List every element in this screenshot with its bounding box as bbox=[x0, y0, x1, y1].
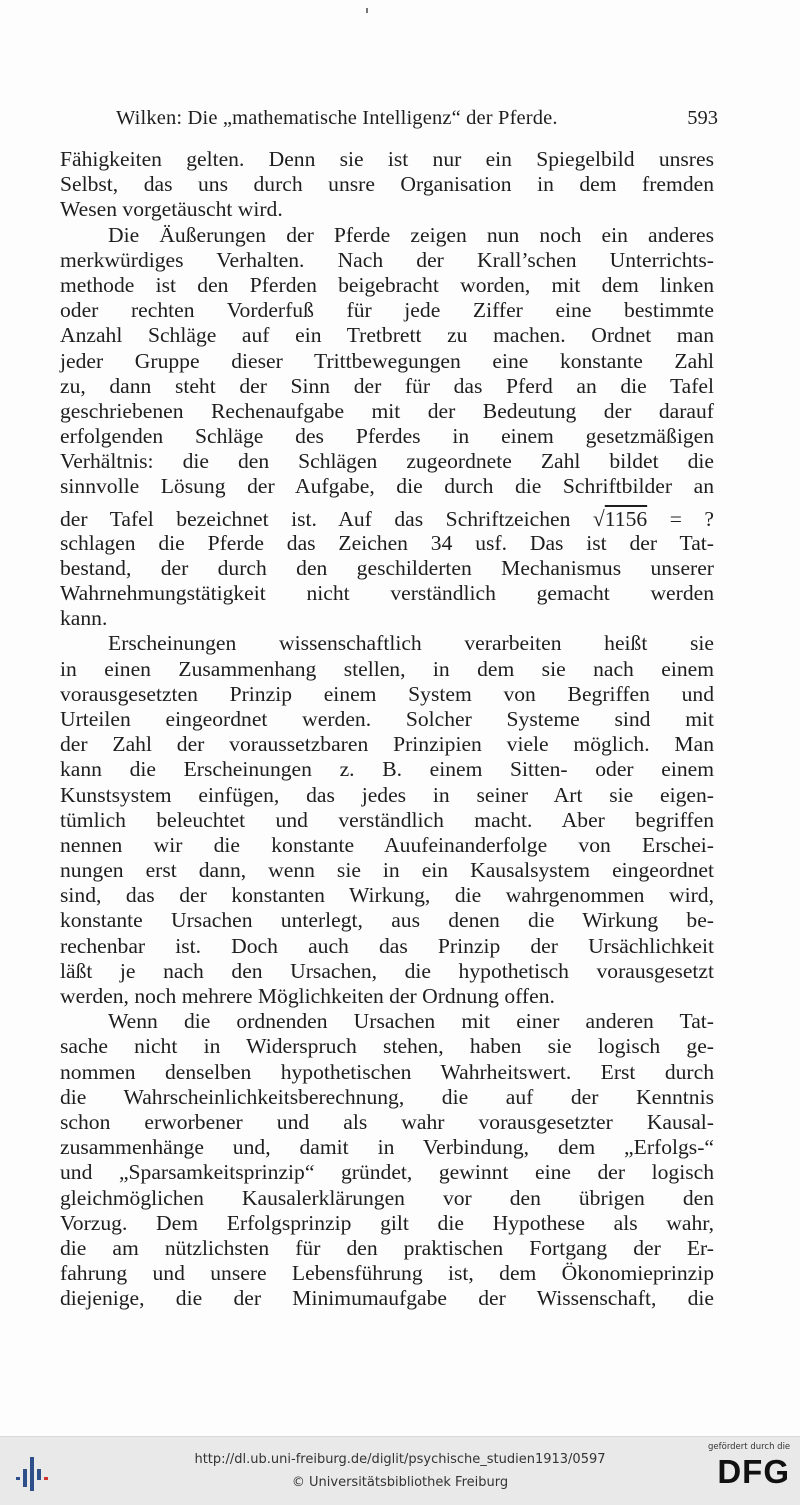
text-line: rechenbar ist. Doch auch das Prinzip der Ursächlichkeit bbox=[60, 933, 714, 958]
dfg-logo[interactable] bbox=[708, 1442, 790, 1500]
text-line: gleichmöglichen Kausalerklärungen vor den übrigen den bbox=[60, 1185, 714, 1210]
text-line: schlagen die Pferde das Zeichen 34 usf. Das ist der Tat- bbox=[60, 530, 714, 555]
text-line: Vorzug. Dem Erfolgsprinzip gilt die Hypothese als wahr, bbox=[60, 1210, 714, 1235]
body-text bbox=[60, 147, 714, 1311]
text-line: konstante Ursachen unterlegt, aus denen die Wirkung be- bbox=[60, 908, 714, 933]
formula-line bbox=[60, 500, 714, 531]
text-line: sinnvolle Lösung der Aufgabe, die durch die Schriftbilder an bbox=[60, 474, 714, 499]
text-line: methode ist den Pferden beigebracht worden, mit dem linken bbox=[60, 272, 714, 297]
text-line: die am nützlichsten für den praktischen Fortgang der Er- bbox=[60, 1235, 714, 1260]
text-line: der Zahl der voraussetzbaren Prinzipien viele möglich. Man bbox=[60, 732, 714, 757]
text-line: Die Äußerungen der Pferde zeigen nun noch ein anderes bbox=[108, 222, 714, 247]
text-line: Urteilen eingeordnet werden. Solcher Systeme sind mit bbox=[60, 706, 714, 731]
copyright-text: © Universitätsbibliothek Freiburg bbox=[291, 1475, 509, 1490]
text-line: geschriebenen Rechenaufgabe mit der Bedeutung der darauf bbox=[60, 398, 714, 423]
text-line: und „Sparsamkeitsprinzip“ gründet, gewinnt eine der logisch bbox=[60, 1160, 714, 1185]
text-line: merkwürdiges Verhalten. Nach der Krall’schen Unterrichts- bbox=[60, 247, 714, 272]
text-line: Erscheinungen wissenschaftlich verarbeiten heißt sie bbox=[108, 631, 714, 656]
page-number: 593 bbox=[687, 107, 718, 129]
formula-rest: = ? bbox=[647, 506, 714, 531]
page-url-link[interactable]: http://dl.ub.uni-freiburg.de/diglit/psychische_studien1913/0597 bbox=[194, 1452, 606, 1467]
text-line: kann die Erscheinungen z. B. einem Sitten- oder einem bbox=[60, 757, 714, 782]
dfg-logo-text: DFG bbox=[717, 1453, 790, 1490]
text-line: Selbst, das uns durch unsre Organisation in dem fremden bbox=[60, 172, 714, 197]
dfg-tagline: gefördert durch die bbox=[708, 1442, 791, 1452]
text-line: Wesen vorgetäuscht wird. bbox=[60, 197, 283, 222]
text-line: erfolgenden Schläge des Pferdes in einem gesetzmäßigen bbox=[60, 424, 714, 449]
text-line: werden, noch mehrere Möglichkeiten der Ordnung offen. bbox=[60, 984, 555, 1008]
text-line: Wenn die ordnenden Ursachen mit einer anderen Tat- bbox=[108, 1009, 714, 1034]
text-line: sind, das der konstanten Wirkung, die wahrgenommen wird, bbox=[60, 883, 714, 908]
text-line: zusammenhänge und, damit in Verbindung, dem „Erfolgs-“ bbox=[60, 1135, 714, 1160]
text-line: der Tafel bezeichnet ist. Auf das Schriftzeichen bbox=[60, 506, 571, 531]
text-line: nungen erst dann, wenn sie in ein Kausalsystem eingeordnet bbox=[60, 858, 714, 883]
text-line: Wahrnehmungstätigkeit nicht verständlich gemacht werden bbox=[60, 581, 714, 605]
text-line: jeder Gruppe dieser Trittbewegungen eine konstante Zahl bbox=[60, 348, 714, 373]
text-line: diejenige, die der Minimumaufgabe der Wissenschaft, die bbox=[60, 1286, 714, 1311]
text-line: nennen wir die konstante Auufeinanderfolge von Erschei- bbox=[60, 832, 714, 857]
running-header bbox=[116, 104, 720, 132]
text-line: Verhältnis: die den Schlägen zugeordnete Zahl bildet die bbox=[60, 449, 714, 474]
text-line: schon erworbener und als wahr vorausgesetzter Kausal- bbox=[60, 1109, 714, 1134]
text-line: fahrung und unsere Lebensführung ist, dem Ökonomieprinzip bbox=[60, 1261, 714, 1286]
text-line: nommen denselben hypothetischen Wahrheitswert. Erst durch bbox=[60, 1059, 714, 1084]
text-line: Kunstsystem einfügen, das jedes in seiner Art sie eigen- bbox=[60, 782, 714, 807]
text-line: bestand, der durch den geschilderten Mechanismus unserer bbox=[60, 555, 714, 580]
page-mark bbox=[366, 8, 368, 13]
text-line: vorausgesetzten Prinzip einem System von Begriffen und bbox=[60, 681, 714, 706]
text-line: die Wahrscheinlichkeitsberechnung, die auf der Kenntnis bbox=[60, 1084, 714, 1109]
text-line: Anzahl Schläge auf ein Tretbrett zu machen. Ordnet man bbox=[60, 323, 714, 348]
running-title: Wilken: Die „mathematische Intelligenz“ der Pferde. bbox=[116, 107, 558, 129]
viewer-footer bbox=[0, 1436, 800, 1505]
text-line: Fähigkeiten gelten. Denn sie ist nur ein Spiegelbild unsres bbox=[60, 147, 714, 171]
text-line: oder rechten Vorderfuß für jede Ziffer eine bestimmte bbox=[60, 298, 714, 323]
text-line: tümlich beleuchtet und verständlich macht. Aber begriffen bbox=[60, 807, 714, 832]
math-formula bbox=[593, 507, 714, 531]
radical-sign: √ bbox=[592, 506, 605, 531]
text-line: kann. bbox=[60, 606, 108, 631]
radicand: 1156 bbox=[604, 506, 648, 531]
text-line: in einen Zusammenhang stellen, in dem sie nach einem bbox=[60, 656, 714, 681]
text-line: läßt je nach den Ursachen, die hypothetisch vorausgesetzt bbox=[60, 958, 714, 983]
text-line: sache nicht in Widerspruch stehen, haben sie logisch ge- bbox=[60, 1034, 714, 1059]
text-line: zu, dann steht der Sinn der für das Pferd an die Tafel bbox=[60, 373, 714, 398]
